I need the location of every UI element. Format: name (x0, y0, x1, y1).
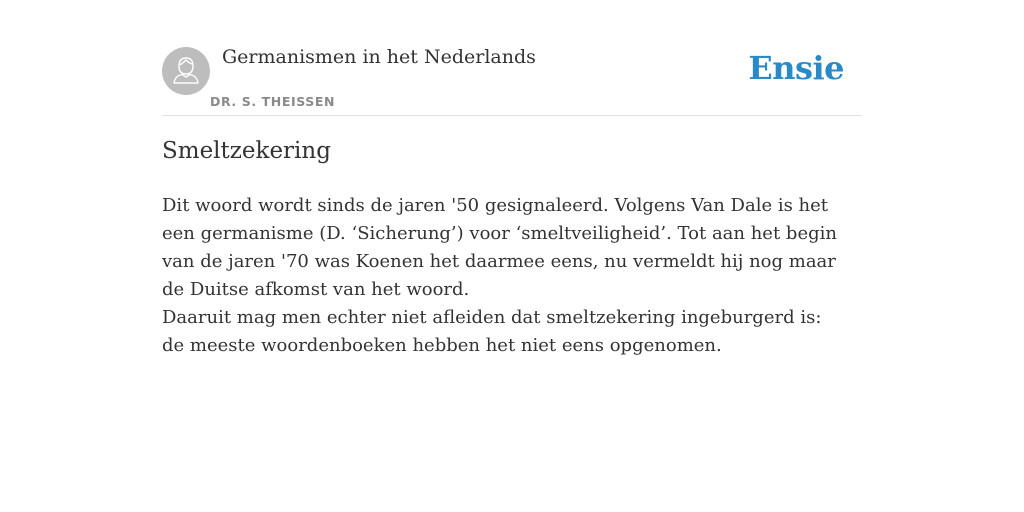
ensie-logo[interactable]: Ensie (748, 49, 844, 87)
book-title[interactable]: Germanismen in het Nederlands (222, 46, 536, 68)
entry-header (162, 44, 862, 116)
entry-body (162, 192, 842, 360)
entry-title: Smeltzekering (162, 138, 331, 164)
entry-paragraph: Dit woord wordt sinds de jaren '50 gesignaleerd. Volgens Van Dale is het een germanisme (D. ‘Sicherung’) voor ‘smeltveiligheid’. Tot aan het begin van de jaren '70 was Koenen het daarmee eens, nu vermeldt hij nog maar de Duitse afkomst van het woord. (162, 195, 837, 300)
user-avatar-icon[interactable] (162, 47, 210, 95)
author-name[interactable]: DR. S. THEISSEN (210, 94, 336, 109)
entry-paragraph: Daaruit mag men echter niet afleiden dat smeltzekering ingeburgerd is: de meeste woordenboeken hebben het niet eens opgenomen. (162, 307, 822, 356)
